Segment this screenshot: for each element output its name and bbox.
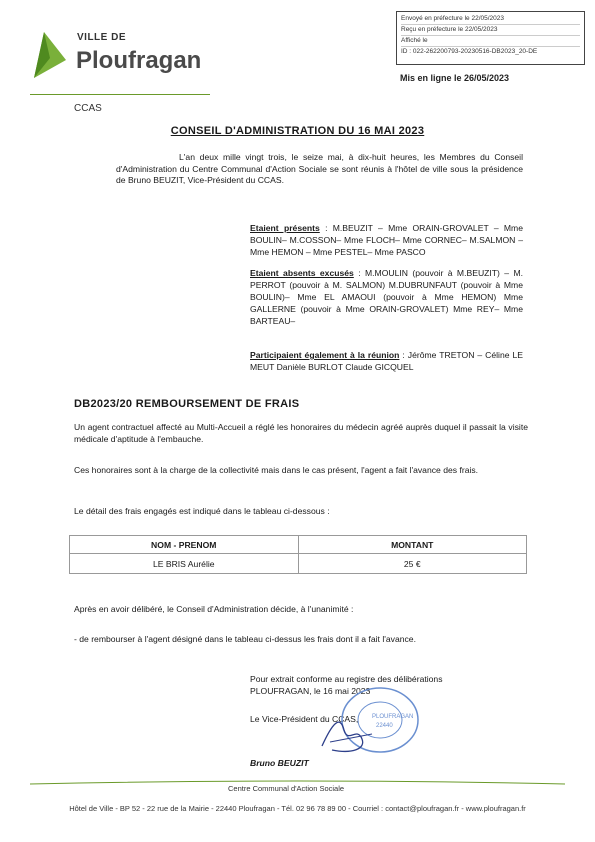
also-label: Participaient également à la réunion: [250, 350, 400, 360]
paragraph-2: Ces honoraires sont à la charge de la collectivité mais dans le cas présent, l'agent a fait l'avance des frais.: [74, 465, 479, 475]
prefecture-stamp-box: [396, 11, 585, 65]
table-header-amount: MONTANT: [298, 536, 527, 554]
signatory-name: Bruno BEUZIT: [250, 758, 309, 768]
pref-sent: Envoyé en préfecture le 22/05/2023: [401, 14, 580, 25]
excused-list: : M.MOULIN (pouvoir à M.BEUZIT) – M. PERROT (pouvoir à M. SALMON) M.DUBRUNFAUT (pouvoir à Mme BOULIN)– Mme EL AMAOUI (pouvoir à Mme HEMON) Mme GALLERNE (pouvoir à Mme ORAIN-GROVALET) Mme REY– Mme BARTEAU–: [250, 268, 523, 327]
paragraph-3: Le détail des frais engagés est indiqué dans le tableau ci-dessous :: [74, 506, 330, 516]
pref-posted: Affiché le: [401, 36, 580, 47]
expense-table: [69, 535, 527, 574]
page-title: CONSEIL D'ADMINISTRATION DU 16 MAI 2023: [170, 125, 425, 137]
stamp-city: PLOUFRAGAN: [372, 714, 414, 720]
table-cell-name: LE BRIS Aurélie: [70, 554, 299, 574]
signature-line-1: Pour extrait conforme au registre des délibérations: [250, 674, 443, 684]
footer-wave-divider: [30, 778, 565, 786]
intro-paragraph: L'an deux mille vingt trois, le seize mai, à dix-huit heures, les Membres du Conseil d'Administration du Centre Communal d'Action Sociale se sont réunis à l'hôtel de ville sous la présidence de Bruno BEUZIT, Vice-Président du CCAS.: [116, 152, 523, 186]
table-header-row: [70, 536, 527, 554]
pref-received: Reçu en préfecture le 22/05/2023: [401, 25, 580, 36]
green-leaf-icon: [30, 30, 70, 80]
signature-line-2: PLOUFRAGAN, le 16 mai 2023: [250, 686, 371, 697]
also-list: : Jérôme TRETON – Céline LE MEUT Danièle BURLOT Claude GICQUEL: [250, 350, 523, 373]
paragraph-1: Un agent contractuel affecté au Multi-Accueil a réglé les honoraires du médecin agréé auprès duquel il passait la visite médicale d'aptitude à l'embauche.: [74, 422, 528, 445]
logo-city-name: Ploufragan: [76, 47, 202, 74]
footer-address: Hôtel de Ville - BP 52 - 22 rue de la Mairie - 22440 Ploufragan - Tél. 02 96 78 89 00 - Courriel : contact@ploufragan.fr - www.ploufragan.fr: [69, 804, 526, 813]
decision-text: - de rembourser à l'agent désigné dans le tableau ci-dessus les frais dont il a fait l'avance.: [74, 634, 416, 644]
header-divider: [30, 94, 210, 95]
pref-id: ID : 022-262200793-20230516-DB2023_20-DE: [401, 48, 538, 56]
table-row: [70, 554, 527, 574]
stamp-code: 22440: [376, 723, 393, 729]
present-list: : M.BEUZIT – Mme ORAIN-GROVALET – Mme BOULIN– M.COSSON– Mme FLOCH– Mme CORNEC– M.SALMON – Mme HEMON – Mme PESTEL– Mme PASCO: [250, 223, 523, 258]
excused-label: Etaient absents excusés: [250, 268, 354, 278]
stamp-caption: Centre Communal d'Action Sociale: [228, 784, 345, 793]
section-title: DB2023/20 REMBOURSEMENT DE FRAIS: [74, 398, 300, 410]
official-stamp-icon: [302, 684, 422, 759]
table-cell-amount: 25 €: [298, 554, 527, 574]
online-date: Mis en ligne le 26/05/2023: [400, 73, 510, 83]
logo-small-text: VILLE DE: [77, 32, 127, 43]
present-label: Etaient présents: [250, 223, 320, 233]
attendance-excused: [250, 267, 523, 327]
deliberation-text: Après en avoir délibéré, le Conseil d'Administration décide, à l'unanimité :: [74, 604, 354, 614]
attendance-also: [250, 349, 523, 373]
signature-title: Le Vice-Président du CCAS,: [250, 714, 359, 724]
attendance-present: [250, 222, 523, 258]
table-header-name: NOM - PRENOM: [70, 536, 299, 554]
ccas-label: CCAS: [74, 103, 102, 114]
